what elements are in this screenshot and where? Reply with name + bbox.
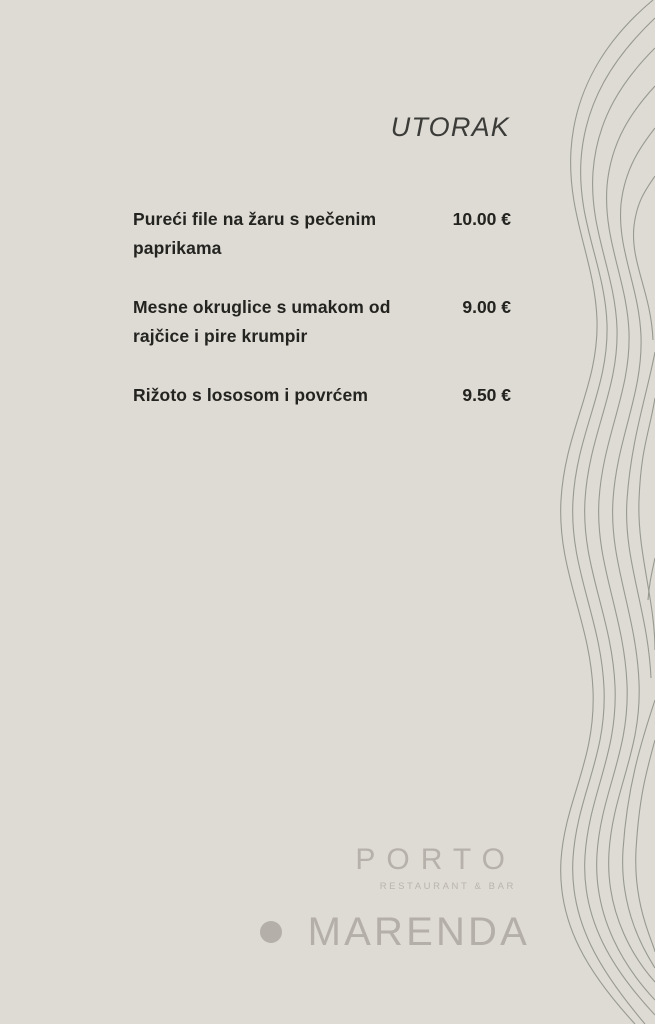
menu-item-name: Pureći file na žaru s pečenim paprikama bbox=[133, 209, 377, 258]
day-title: UTORAK bbox=[390, 112, 510, 142]
menu-item-price: 9.00 € bbox=[462, 296, 511, 317]
menu-item bbox=[133, 205, 511, 263]
brand-subtitle: RESTAURANT & BAR bbox=[379, 881, 516, 892]
menu-item-name: Rižoto s lososom i povrćem bbox=[133, 384, 369, 405]
menu-item-price: 9.50 € bbox=[462, 384, 511, 405]
menu-list bbox=[133, 205, 511, 409]
dot-icon bbox=[260, 921, 282, 943]
menu-item bbox=[133, 293, 511, 351]
menu-item-name: Mesne okruglice s umakom od rajčice i pire krumpir bbox=[133, 296, 391, 346]
marenda-label: MARENDA bbox=[307, 910, 530, 954]
menu-item-price: 10.00 € bbox=[452, 209, 511, 229]
menu-item bbox=[133, 381, 511, 410]
brand-name: PORTO bbox=[355, 843, 516, 876]
brand-block bbox=[0, 845, 516, 892]
marenda-block bbox=[0, 912, 530, 952]
topographic-decoration bbox=[535, 0, 655, 1024]
